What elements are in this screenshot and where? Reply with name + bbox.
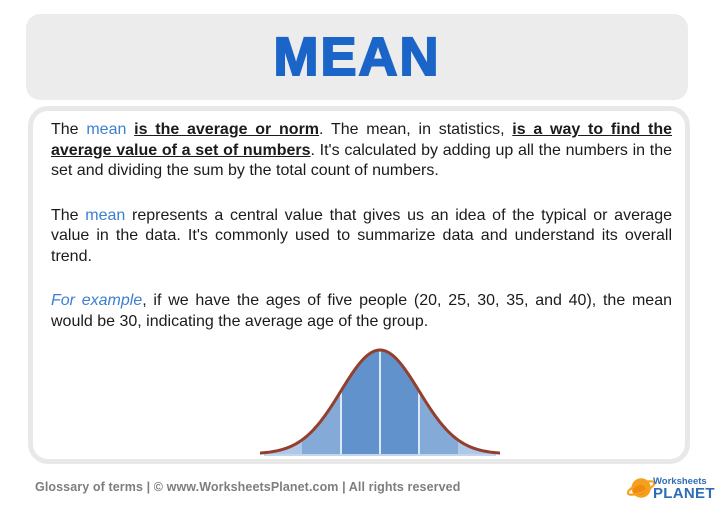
text-segment-blue-italic: For example [51, 292, 143, 309]
text-segment-bold-underline: is a way to find the average value of a set of numbers [51, 121, 672, 159]
title-band [26, 14, 688, 100]
paragraph [51, 206, 672, 268]
page-title: MEAN [273, 27, 441, 87]
text-segment-normal: . It's calculated by adding up all the numbers in the set and dividing the sum by the total count of numbers. [51, 141, 673, 179]
paragraph [51, 120, 672, 182]
text-segment-bold-underline: is the average or norm [134, 121, 320, 138]
worksheets-planet-logo [627, 473, 715, 503]
logo-text [653, 477, 715, 500]
footer [35, 480, 460, 494]
text-segment-normal: The [51, 121, 87, 138]
logo-line2: PLANET [653, 484, 715, 502]
text-segment-normal: , if we have the ages of five people (20, 25, 30, 35, and 40), the mean would be 30, indicating the average age of the group. [51, 292, 672, 330]
text-segment-normal: The [51, 206, 86, 224]
definition-card [28, 106, 690, 464]
text-segment-normal [126, 121, 134, 138]
text-segment-normal: . The mean, in statistics, [319, 121, 513, 138]
text-segment-normal: represents a central value that gives us an idea of the typical or average value in the data. It's commonly used to summarize data and understand its overall trend. [51, 206, 672, 265]
text-segment-blue: mean [86, 121, 127, 138]
logo-line1: Worksheets [653, 475, 707, 487]
text-segment-blue: mean [85, 206, 126, 224]
footer-text: Glossary of terms | © www.WorksheetsPlanet.com | All rights reserved [35, 480, 461, 494]
definition-paragraphs [51, 120, 672, 356]
bell-curve-illustration [260, 345, 500, 457]
paragraph [51, 291, 672, 332]
